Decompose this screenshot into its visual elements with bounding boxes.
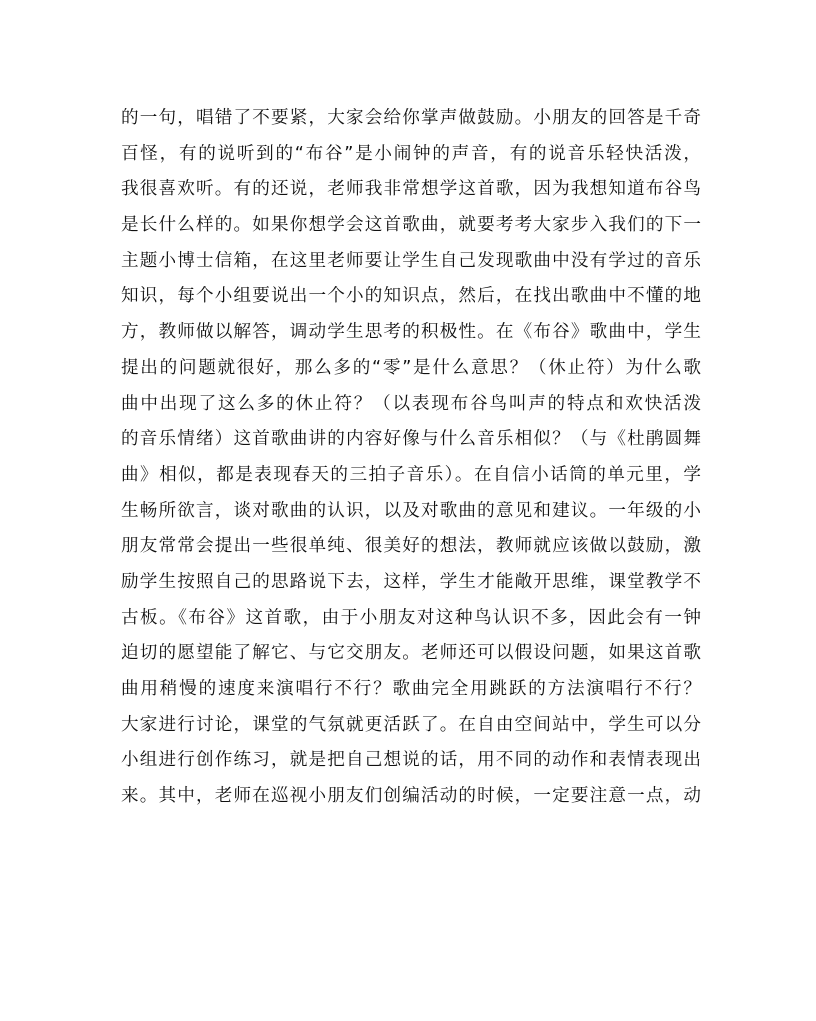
text-line: 励学生按照自己的思路说下去，这样，学生才能敞开思维，课堂教学不 — [121, 571, 701, 592]
text-line: 主题小博士信箱，在这里老师要让学生自己发现歌曲中没有学过的音乐 — [121, 250, 701, 271]
text-line: 小组进行创作练习，就是把自己想说的话，用不同的动作和表情表现出 — [121, 750, 701, 771]
text-line: 方，教师做以解答，调动学生思考的积极性。在《布谷》歌曲中，学生 — [121, 322, 701, 343]
text-line: 朋友常常会提出一些很单纯、很美好的想法，教师就应该做以鼓励，激 — [121, 536, 701, 557]
text-line: 知识，每个小组要说出一个小的知识点，然后，在找出歌曲中不懂的地 — [121, 286, 701, 307]
text-line: 曲用稍慢的速度来演唱行不行？歌曲完全用跳跃的方法演唱行不行？ — [121, 679, 701, 699]
text-line: 大家进行讨论，课堂的气氛就更活跃了。在自由空间站中，学生可以分 — [121, 714, 701, 735]
text-line: 提出的问题就很好，那么多的“零”是什么意思？（休止符）为什么歌 — [121, 357, 701, 378]
text-line: 百怪，有的说听到的“布谷”是小闹钟的声音，有的说音乐轻快活泼， — [121, 143, 701, 164]
text-line: 的音乐情绪）这首歌曲讲的内容好像与什么音乐相似？（与《杜鹃圆舞 — [121, 429, 701, 450]
text-line: 是长什么样的。如果你想学会这首歌曲，就要考考大家步入我们的下一 — [121, 215, 701, 236]
body-text — [121, 101, 701, 815]
text-line: 生畅所欲言，谈对歌曲的认识，以及对歌曲的意见和建议。一年级的小 — [121, 500, 701, 521]
text-line: 我很喜欢听。有的还说，老师我非常想学这首歌，因为我想知道布谷鸟 — [121, 179, 701, 200]
text-line: 古板。《布谷》这首歌，由于小朋友对这种鸟认识不多，因此会有一钟 — [121, 607, 701, 628]
text-line: 迫切的愿望能了解它、与它交朋友。老师还可以假设问题，如果这首歌 — [121, 643, 701, 664]
text-line: 的一句，唱错了不要紧，大家会给你掌声做鼓励。小朋友的回答是千奇 — [121, 108, 701, 128]
text-line: 曲》相似，都是表现春天的三拍子音乐）。在自信小话筒的单元里，学 — [121, 464, 701, 485]
text-line: 曲中出现了这么多的休止符？（以表现布谷鸟叫声的特点和欢快活泼 — [121, 393, 701, 414]
text-line: 来。其中，老师在巡视小朋友们创编活动的时候，一定要注意一点，动 — [121, 786, 701, 807]
